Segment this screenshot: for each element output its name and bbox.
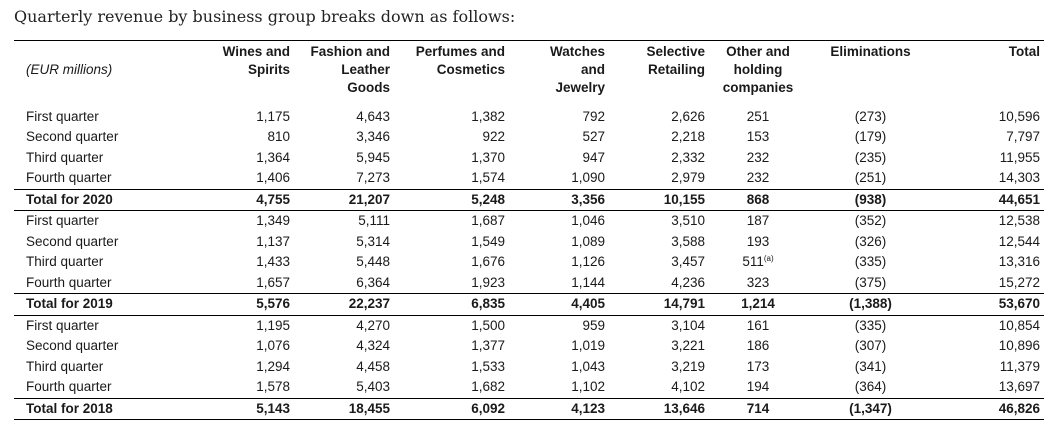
table-row <box>14 107 1044 128</box>
cell-other <box>709 252 807 273</box>
header-line: Spirits <box>247 62 290 77</box>
cell-watches: 4,123 <box>509 398 609 420</box>
header-line: Goods <box>347 80 390 95</box>
cell-eliminations: (273) <box>854 108 887 124</box>
cell-selective: 2,332 <box>671 149 705 165</box>
cell-wines: 5,576 <box>214 294 294 316</box>
cell-wines: 1,175 <box>256 108 290 124</box>
cell-eliminations: (1,347) <box>807 398 934 420</box>
row-label: Total for 2019 <box>14 294 214 316</box>
cell-perfumes: 1,500 <box>471 317 505 333</box>
cell-wines: 1,433 <box>256 254 290 269</box>
cell-selective: 4,102 <box>609 377 709 398</box>
cell-other <box>709 232 807 253</box>
cell-perfumes: 1,370 <box>471 149 505 165</box>
cell-fashion: 6,364 <box>294 273 394 294</box>
cell-eliminations: (179) <box>854 129 887 144</box>
cell-total: 44,651 <box>934 189 1044 211</box>
cell-perfumes: 1,549 <box>471 233 505 249</box>
cell-eliminations: (341) <box>854 358 887 374</box>
cell-watches: 1,126 <box>571 254 605 269</box>
header-selective-retailing <box>609 41 709 107</box>
table-row <box>14 168 1044 189</box>
cell-perfumes: 1,382 <box>471 108 505 124</box>
header-line: Perfumes and <box>415 44 505 59</box>
cell-eliminations: (1,388) <box>807 294 934 316</box>
cell-eliminations: (938) <box>807 189 934 211</box>
row-label: Second quarter <box>26 338 119 353</box>
cell-wines: 1,657 <box>214 273 294 294</box>
cell-selective: 13,646 <box>609 398 709 420</box>
cell-value: 1,214 <box>741 296 775 311</box>
cell-other <box>709 357 807 378</box>
cell-value: 251 <box>746 108 770 124</box>
cell-eliminations: (335) <box>854 254 887 269</box>
cell-value: 511 <box>742 254 764 269</box>
row-label: Fourth quarter <box>14 377 214 398</box>
cell-total: 10,596 <box>998 108 1040 124</box>
cell-value: 186 <box>746 338 770 353</box>
cell-eliminations: (235) <box>854 149 887 165</box>
table-row <box>14 315 1044 336</box>
cell-wines: 4,755 <box>214 189 294 211</box>
cell-total: 7,797 <box>1006 129 1040 144</box>
cell-fashion: 5,111 <box>358 213 390 228</box>
cell-value: 187 <box>746 213 770 228</box>
header-line: holding <box>733 62 783 77</box>
table-row <box>14 211 1044 232</box>
table-row <box>14 377 1044 398</box>
cell-value: 193 <box>746 233 770 249</box>
page-title: Quarterly revenue by business group breaks down as follows: <box>14 7 516 26</box>
cell-value: 868 <box>746 191 770 207</box>
header-line: Selective <box>646 44 705 59</box>
cell-perfumes: 1,676 <box>471 254 505 269</box>
cell-perfumes: 1,687 <box>471 213 505 228</box>
cell-watches: 1,043 <box>571 358 605 374</box>
quarterly-revenue-table <box>14 40 1044 420</box>
cell-other <box>709 377 807 398</box>
header-line: Fashion and <box>310 44 390 59</box>
cell-perfumes: 6,835 <box>394 294 509 316</box>
cell-eliminations: (251) <box>807 168 934 189</box>
table-header-row <box>14 41 1044 107</box>
cell-fashion: 5,448 <box>356 254 390 269</box>
cell-wines: 1,294 <box>256 358 290 374</box>
cell-wines: 1,349 <box>256 213 290 228</box>
header-line: Watches <box>549 44 605 59</box>
cell-wines: 810 <box>267 129 290 144</box>
cell-other <box>709 168 807 189</box>
cell-watches: 3,356 <box>509 189 609 211</box>
cell-other <box>709 127 807 148</box>
cell-other <box>709 211 807 232</box>
cell-eliminations: (352) <box>854 213 887 228</box>
cell-fashion: 4,270 <box>356 317 390 333</box>
cell-selective: 2,218 <box>671 129 705 144</box>
cell-value: 153 <box>746 129 770 144</box>
cell-value: 323 <box>746 274 770 290</box>
header-line: Wines and <box>222 44 290 59</box>
cell-perfumes: 1,574 <box>394 168 509 189</box>
row-label: First quarter <box>26 213 99 228</box>
cell-fashion: 7,273 <box>294 168 394 189</box>
cell-watches: 1,102 <box>509 377 609 398</box>
cell-eliminations: (375) <box>807 273 934 294</box>
cell-watches: 4,405 <box>509 294 609 316</box>
cell-perfumes: 1,377 <box>471 338 505 353</box>
cell-fashion: 5,403 <box>294 377 394 398</box>
cell-total: 10,854 <box>998 317 1040 333</box>
header-line: Eliminations <box>830 44 911 59</box>
cell-selective: 3,219 <box>671 358 705 374</box>
cell-watches: 1,090 <box>509 168 609 189</box>
cell-wines: 1,076 <box>256 338 290 353</box>
cell-total: 15,272 <box>934 273 1044 294</box>
table-row <box>14 127 1044 148</box>
cell-watches: 1,144 <box>509 273 609 294</box>
header-wines-spirits <box>214 41 294 107</box>
row-label: Third quarter <box>26 254 104 269</box>
cell-watches: 527 <box>582 129 605 144</box>
cell-other <box>709 294 807 316</box>
cell-other <box>709 148 807 169</box>
cell-watches: 1,019 <box>571 338 605 353</box>
cell-wines: 1,364 <box>256 149 290 165</box>
footnote-marker: (a) <box>763 254 774 263</box>
row-label: Total for 2020 <box>14 189 214 211</box>
cell-eliminations: (326) <box>854 233 887 249</box>
cell-selective: 14,791 <box>609 294 709 316</box>
table-row <box>14 148 1044 169</box>
cell-total: 10,896 <box>998 338 1040 353</box>
cell-other <box>709 273 807 294</box>
cell-watches: 959 <box>582 317 605 333</box>
cell-value: 232 <box>746 149 770 165</box>
cell-fashion: 21,207 <box>294 189 394 211</box>
cell-selective: 4,236 <box>609 273 709 294</box>
cell-fashion: 18,455 <box>294 398 394 420</box>
cell-wines: 1,137 <box>256 233 290 249</box>
row-label: First quarter <box>26 108 99 124</box>
cell-perfumes: 1,923 <box>394 273 509 294</box>
header-line: Other and <box>726 44 790 59</box>
header-line: Leather <box>341 62 390 77</box>
cell-selective: 3,510 <box>671 213 705 228</box>
cell-perfumes: 6,092 <box>394 398 509 420</box>
cell-wines: 1,195 <box>256 317 290 333</box>
cell-total: 53,670 <box>934 294 1044 316</box>
cell-value: 232 <box>746 170 770 185</box>
cell-watches: 1,046 <box>571 213 605 228</box>
row-label: Third quarter <box>26 358 104 374</box>
cell-other <box>709 315 807 336</box>
cell-selective: 3,457 <box>671 254 705 269</box>
cell-fashion: 5,945 <box>356 149 390 165</box>
table-row <box>14 357 1044 378</box>
header-perfumes-cosmetics <box>394 41 509 107</box>
cell-total: 12,544 <box>998 233 1040 249</box>
cell-total: 13,697 <box>934 377 1044 398</box>
row-label: Fourth quarter <box>14 273 214 294</box>
cell-perfumes: 922 <box>482 129 505 144</box>
cell-selective: 10,155 <box>609 189 709 211</box>
cell-watches: 1,089 <box>571 233 605 249</box>
cell-watches: 947 <box>582 149 605 165</box>
header-fashion-leather <box>294 41 394 107</box>
row-label: Second quarter <box>26 233 119 249</box>
table-total-row <box>14 189 1044 211</box>
header-line: Jewelry <box>555 80 605 95</box>
cell-selective: 3,221 <box>671 338 705 353</box>
table-total-row <box>14 294 1044 316</box>
header-line: and <box>580 62 605 77</box>
row-label: Fourth quarter <box>14 168 214 189</box>
cell-value: 194 <box>746 379 770 394</box>
header-line: Cosmetics <box>436 62 505 77</box>
cell-fashion: 5,314 <box>356 233 390 249</box>
table-total-row <box>14 398 1044 420</box>
table-row <box>14 252 1044 273</box>
cell-fashion: 3,346 <box>356 129 390 144</box>
cell-total: 14,303 <box>934 168 1044 189</box>
row-label: Third quarter <box>26 149 104 165</box>
cell-selective: 2,626 <box>671 108 705 124</box>
cell-wines: 5,143 <box>214 398 294 420</box>
cell-eliminations: (307) <box>854 338 887 353</box>
unit-label: (EUR millions) <box>26 62 113 77</box>
cell-total: 13,316 <box>998 254 1040 269</box>
cell-fashion: 4,458 <box>356 358 390 374</box>
row-label: First quarter <box>26 317 99 333</box>
cell-wines: 1,406 <box>214 168 294 189</box>
cell-fashion: 22,237 <box>294 294 394 316</box>
row-label: Total for 2018 <box>14 398 214 420</box>
cell-selective: 2,979 <box>609 168 709 189</box>
cell-total: 11,379 <box>999 358 1040 374</box>
cell-fashion: 4,324 <box>356 338 390 353</box>
cell-total: 46,826 <box>934 398 1044 420</box>
cell-selective: 3,104 <box>671 317 705 333</box>
table-row <box>14 336 1044 357</box>
cell-fashion: 4,643 <box>356 108 390 124</box>
cell-other <box>709 107 807 128</box>
row-label: Second quarter <box>26 129 119 144</box>
cell-perfumes: 1,533 <box>471 358 505 374</box>
cell-eliminations: (335) <box>854 317 887 333</box>
table-row <box>14 232 1044 253</box>
header-total <box>934 41 1044 107</box>
cell-total: 12,538 <box>998 213 1040 228</box>
table-row <box>14 273 1044 294</box>
cell-value: 161 <box>746 317 770 333</box>
cell-total: 11,955 <box>999 149 1040 165</box>
header-watches-jewelry <box>509 41 609 107</box>
header-other-holding <box>709 41 807 107</box>
cell-watches: 792 <box>582 108 605 124</box>
cell-eliminations: (364) <box>807 377 934 398</box>
cell-value: 714 <box>746 400 770 416</box>
header-line: companies <box>722 80 794 95</box>
cell-other <box>709 189 807 211</box>
cell-selective: 3,588 <box>671 233 705 249</box>
cell-wines: 1,578 <box>214 377 294 398</box>
cell-perfumes: 1,682 <box>394 377 509 398</box>
header-line: Retailing <box>647 62 705 77</box>
cell-other <box>709 336 807 357</box>
cell-other <box>709 398 807 420</box>
cell-perfumes: 5,248 <box>394 189 509 211</box>
header-eliminations <box>807 41 934 107</box>
cell-value: 173 <box>746 358 770 374</box>
header-line: Total <box>1008 44 1040 59</box>
